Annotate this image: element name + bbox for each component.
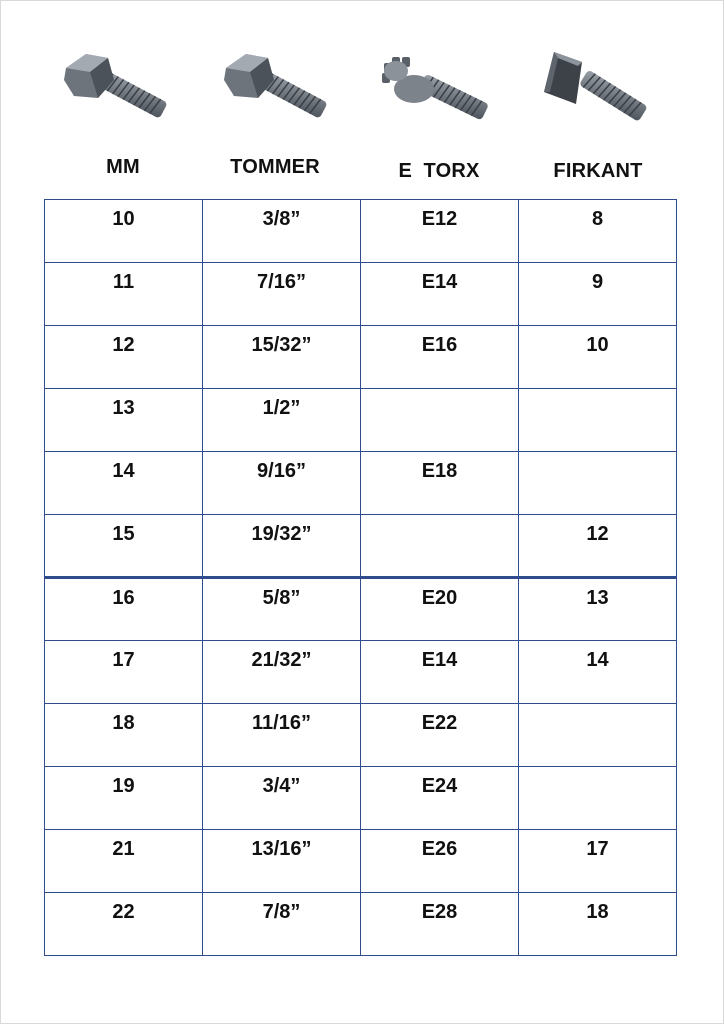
cell-etorx: E16 [361,326,519,389]
torx-bolt-icon [378,45,498,145]
size-table [44,199,677,956]
cell-tommer: 11/16” [203,704,361,767]
square-head-bolt-icon [538,42,658,142]
cell-mm: 14 [45,452,203,515]
cell-tommer: 15/32” [203,326,361,389]
cell-mm: 12 [45,326,203,389]
table-row [45,389,677,452]
cell-firkant [519,452,677,515]
cell-firkant [519,704,677,767]
cell-etorx: E28 [361,893,519,956]
cell-etorx: E20 [361,578,519,641]
cell-etorx: E26 [361,830,519,893]
cell-tommer: 21/32” [203,641,361,704]
cell-mm: 19 [45,767,203,830]
cell-tommer: 3/8” [203,200,361,263]
hex-bolt-icon [218,40,338,140]
cell-mm: 13 [45,389,203,452]
cell-etorx [361,515,519,578]
cell-etorx: E14 [361,641,519,704]
cell-tommer: 7/16” [203,263,361,326]
header-firkant: FIRKANT [553,160,643,182]
table-row [45,326,677,389]
cell-mm: 15 [45,515,203,578]
cell-firkant [519,389,677,452]
cell-etorx: E14 [361,263,519,326]
header-etorx: E TORX [398,160,480,182]
table-row [45,767,677,830]
cell-firkant: 9 [519,263,677,326]
header-tommer: TOMMER [230,156,320,178]
cell-mm: 10 [45,200,203,263]
table-row [45,452,677,515]
cell-tommer: 9/16” [203,452,361,515]
cell-etorx [361,389,519,452]
cell-mm: 11 [45,263,203,326]
table-row [45,830,677,893]
cell-mm: 22 [45,893,203,956]
cell-mm: 16 [45,578,203,641]
cell-etorx: E22 [361,704,519,767]
cell-firkant: 18 [519,893,677,956]
hex-bolt-icon [58,40,178,140]
cell-etorx: E12 [361,200,519,263]
cell-tommer: 5/8” [203,578,361,641]
cell-firkant: 10 [519,326,677,389]
cell-mm: 18 [45,704,203,767]
table-row [45,893,677,956]
cell-firkant [519,767,677,830]
cell-tommer: 1/2” [203,389,361,452]
cell-mm: 17 [45,641,203,704]
cell-firkant: 12 [519,515,677,578]
cell-tommer: 19/32” [203,515,361,578]
cell-etorx: E24 [361,767,519,830]
cell-firkant: 13 [519,578,677,641]
table-row [45,200,677,263]
cell-firkant: 8 [519,200,677,263]
table-row [45,704,677,767]
cell-tommer: 7/8” [203,893,361,956]
table-row [45,263,677,326]
table-row [45,641,677,704]
header-mm: MM [106,156,140,178]
cell-tommer: 3/4” [203,767,361,830]
cell-firkant: 17 [519,830,677,893]
cell-tommer: 13/16” [203,830,361,893]
cell-firkant: 14 [519,641,677,704]
table-row [45,578,677,641]
cell-etorx: E18 [361,452,519,515]
cell-mm: 21 [45,830,203,893]
table-row [45,515,677,578]
